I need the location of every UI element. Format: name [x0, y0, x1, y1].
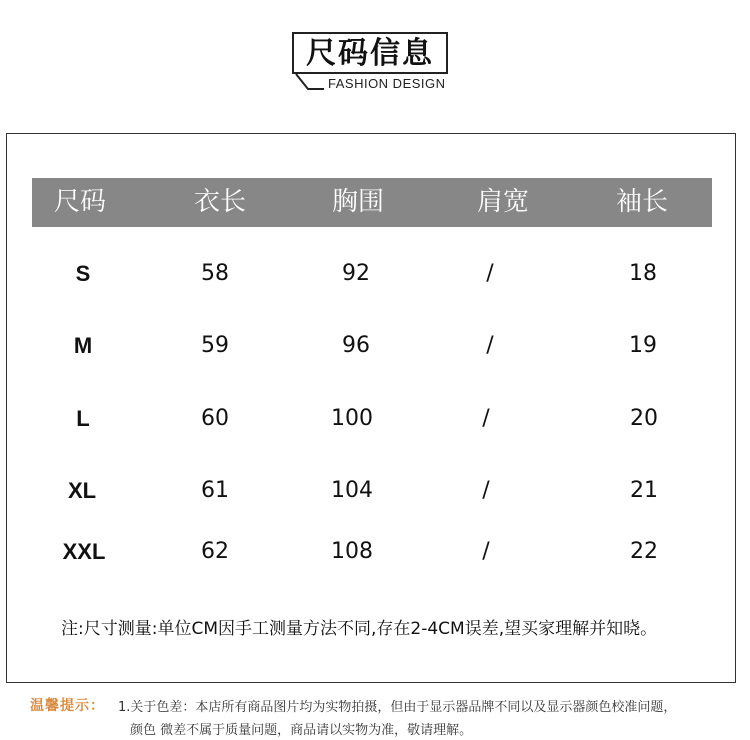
sleeve-cell: 18 [629, 261, 657, 286]
column-header-chest: 胸围 [331, 187, 384, 217]
table-header [32, 178, 712, 227]
table-row [7, 532, 735, 572]
measurement-note: 注:尺寸测量:单位CM因手工测量方法不同,存在2-4CM误差,望买家理解并知晓。 [61, 619, 658, 639]
page-subtitle: FASHION DESIGN [328, 76, 446, 91]
chest-cell: 108 [331, 539, 373, 564]
size-cell: L [76, 406, 90, 431]
shoulder-cell: / [486, 333, 494, 358]
table-row [7, 326, 735, 366]
shoulder-cell: / [482, 406, 490, 431]
column-header-sleeve: 袖长 [615, 187, 668, 217]
size-cell: M [73, 333, 93, 358]
length-cell: 61 [201, 478, 229, 503]
size-chart-panel [6, 133, 736, 683]
shoulder-cell: / [482, 478, 490, 503]
tip-text-line2: 颜色 微差不属于质量问题，商品请以实物为准，敬请理解。 [130, 723, 473, 738]
length-cell: 62 [201, 539, 229, 564]
shoulder-cell: / [482, 539, 490, 564]
chest-cell: 104 [331, 478, 373, 503]
sleeve-cell: 21 [630, 478, 658, 503]
page-title: 尺码信息 [306, 36, 434, 71]
column-header-length: 衣长 [193, 187, 246, 217]
size-cell: S [75, 261, 91, 286]
chest-cell: 96 [342, 333, 370, 358]
shoulder-cell: / [486, 261, 494, 286]
column-header-shoulder: 肩宽 [476, 187, 529, 217]
table-row [7, 471, 735, 511]
column-header-size: 尺码 [53, 187, 106, 217]
sleeve-cell: 20 [630, 406, 658, 431]
length-cell: 60 [201, 406, 229, 431]
size-cell: XL [67, 478, 97, 503]
sleeve-cell: 19 [629, 333, 657, 358]
tip-label: 温馨提示： [30, 698, 105, 714]
chest-cell: 100 [331, 406, 373, 431]
table-row [7, 399, 735, 439]
speech-tail-icon [294, 74, 324, 92]
length-cell: 58 [201, 261, 229, 286]
size-cell: XXL [62, 539, 106, 564]
tip-text-line1: 1.关于色差：本店所有商品图片均为实物拍摄，但由于显示器品牌不同以及显示器颜色校准问题， [118, 700, 677, 715]
title-badge [292, 32, 448, 74]
sleeve-cell: 22 [630, 539, 658, 564]
length-cell: 59 [201, 333, 229, 358]
table-row [7, 254, 735, 294]
chest-cell: 92 [342, 261, 370, 286]
